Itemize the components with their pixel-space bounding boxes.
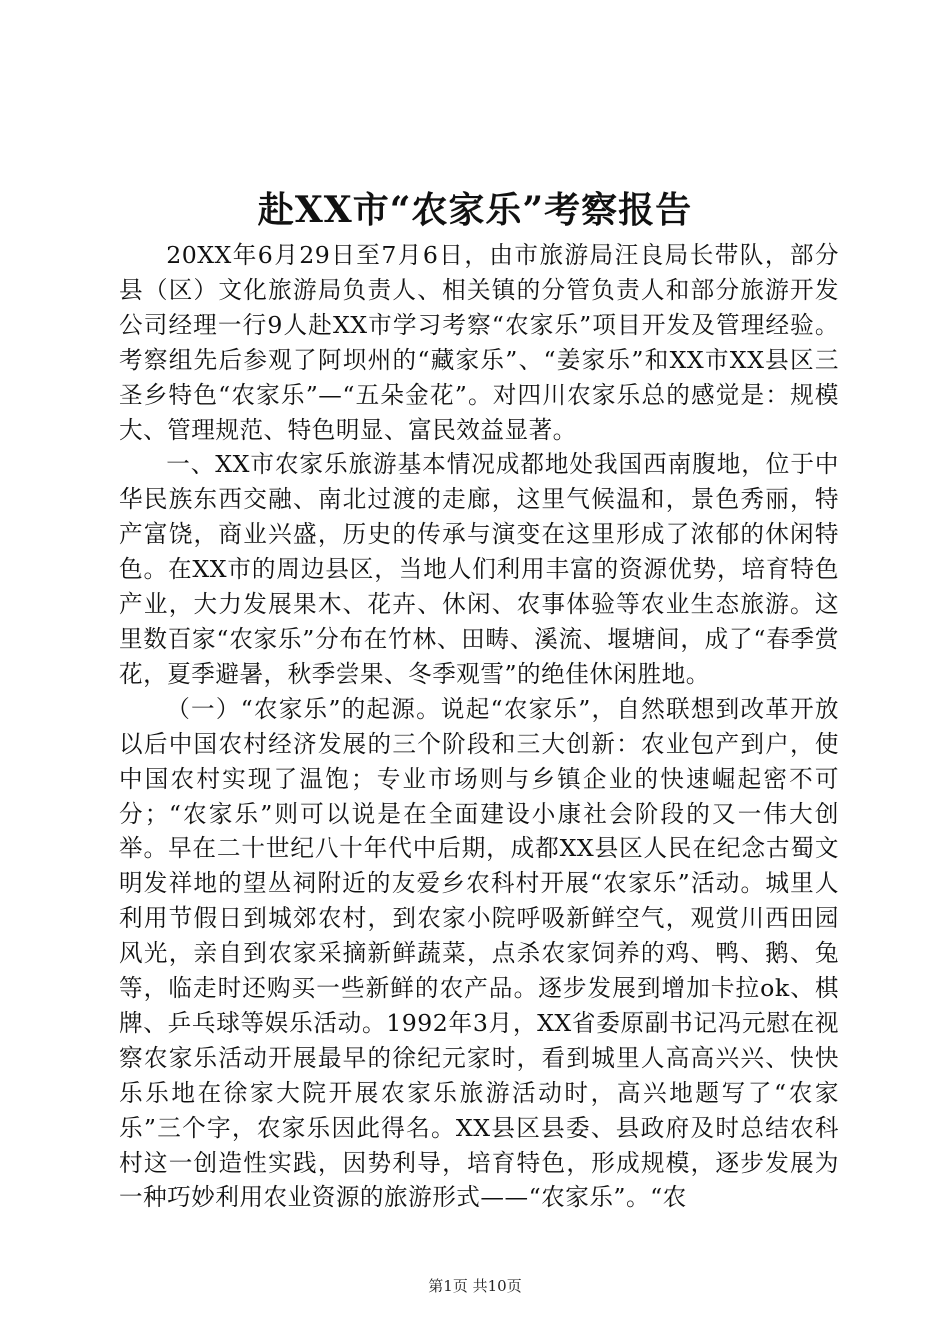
paragraph-section-one: 一、XX市农家乐旅游基本情况成都地处我国西南腹地，位于中华民族东西交融、南北过渡的走廊，这里气候温和，景色秀丽，特产富饶，商业兴盛，历史的传承与演变在这里形成了浓郁的休闲特色。在XX市的周边县区，当地人们利用丰富的资源优势，培育特色产业，大力发展果木、花卉、休闲、农事体验等农业生态旅游。这里数百家“农家乐”分布在竹林、田畴、溪流、堰塘间，成了“春季赏花，夏季避暑，秋季尝果、冬季观雪”的绝佳休闲胜地。 (119, 450, 839, 688)
page-title: 赴XX市“农家乐”考察报告 (257, 189, 693, 231)
page-footer: 第1页 共10页 (428, 1277, 522, 1295)
paragraph-origin: （一）“农家乐”的起源。说起“农家乐”，自然联想到改革开放以后中国农村经济发展的三个阶段和三大创新：农业包产到户，使中国农村实现了温饱；专业市场则与乡镇企业的快速崛起密不可分；“农家乐”则可以说是在全面建设小康社会阶段的又一伟大创举。早在二十世纪八十年代中后期，成都XX县区人民在纪念古蜀文明发祥地的望丛祠附近的友爱乡农科村开展“农家乐”活动。城里人利用节假日到城郊农村，到农家小院呼吸新鲜空气，观赏川西田园风光，亲自到农家采摘新鲜蔬菜，点杀农家饲养的鸡、鸭、鹅、兔等，临走时还购买一些新鲜的农产品。逐步发展到增加卡拉ok、棋牌、乒乓球等娱乐活动。1992年3月，XX省委原副书记冯元慰在视察农家乐活动开展最早的徐纪元家时，看到城里人高高兴兴、快快乐乐地在徐家大院开展农家乐旅游活动时，高兴地题写了“农家乐”三个字，农家乐因此得名。XX县区县委、县政府及时总结农科村这一创造性实践，因势利导，培育特色，形成规模，逐步发展为一种巧妙利用农业资源的旅游形式——“农家乐”。“农 (119, 694, 839, 1212)
document-body (119, 238, 839, 1215)
paragraph-intro: 20XX年6月29日至7月6日，由市旅游局汪良局长带队，部分县（区）文化旅游局负责人、相关镇的分管负责人和部分旅游开发公司经理一行9人赴XX市学习考察“农家乐”项目开发及管理经验。考察组先后参观了阿坝州的“藏家乐”、“姜家乐”和XX市XX县区三圣乡特色“农家乐”—“五朵金花”。对四川农家乐总的感觉是：规模大、管理规范、特色明显、富民效益显著。 (119, 241, 839, 444)
